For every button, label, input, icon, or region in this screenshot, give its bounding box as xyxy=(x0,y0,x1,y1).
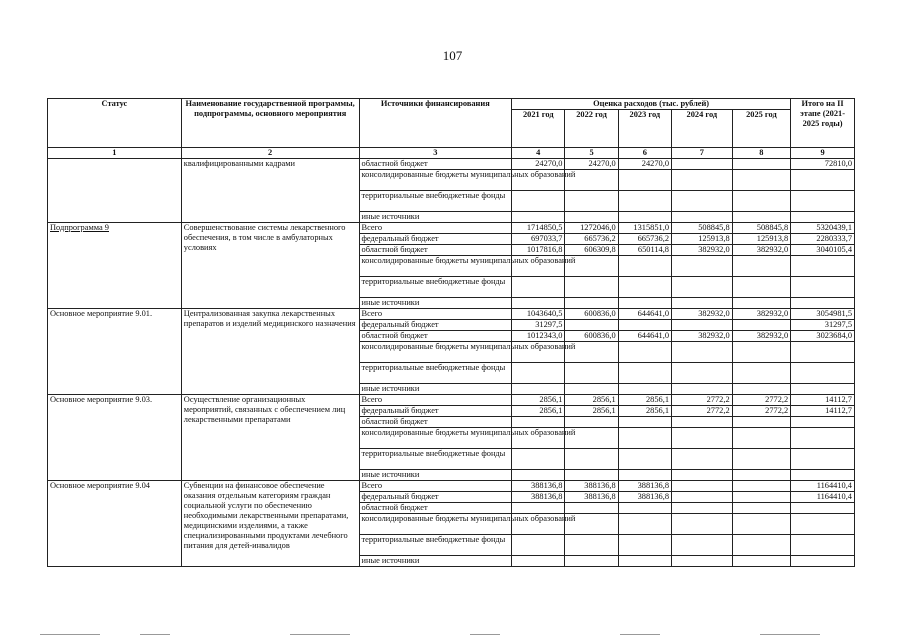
row-total-value xyxy=(791,363,855,384)
header-year-2021: 2021 год xyxy=(512,110,565,148)
row-total-value xyxy=(791,191,855,212)
row-year-value xyxy=(565,320,618,331)
row-year-value: 2856,1 xyxy=(565,406,618,417)
row-year-value xyxy=(565,417,618,428)
header-year-2024: 2024 год xyxy=(672,110,733,148)
row-year-value xyxy=(732,449,791,470)
header-year-2025: 2025 год xyxy=(732,110,791,148)
row-total-value xyxy=(791,298,855,309)
row-funding-source: консолидированные бюджеты муниципальных образований xyxy=(359,428,512,449)
row-year-value xyxy=(672,170,733,191)
row-year-value xyxy=(618,503,671,514)
row-total-value: 5320439,1 xyxy=(791,223,855,234)
row-year-value: 650114,8 xyxy=(618,245,671,256)
row-year-value xyxy=(565,298,618,309)
row-funding-source: иные источники xyxy=(359,212,512,223)
row-year-value xyxy=(618,556,671,567)
row-funding-source: федеральный бюджет xyxy=(359,320,512,331)
row-year-value xyxy=(618,514,671,535)
row-year-value: 1043640,5 xyxy=(512,309,565,320)
row-year-value: 665736,2 xyxy=(565,234,618,245)
table-row xyxy=(48,481,855,492)
row-year-value: 644641,0 xyxy=(618,331,671,342)
row-year-value xyxy=(732,556,791,567)
row-year-value xyxy=(732,363,791,384)
row-year-value xyxy=(672,492,733,503)
table-row xyxy=(48,309,855,320)
row-total-value: 14112,7 xyxy=(791,395,855,406)
row-year-value xyxy=(732,417,791,428)
row-funding-source: консолидированные бюджеты муниципальных образований xyxy=(359,256,512,277)
row-status: Основное мероприятие 9.04 xyxy=(48,481,182,567)
column-number: 7 xyxy=(672,148,733,159)
row-funding-source: консолидированные бюджеты муниципальных образований xyxy=(359,514,512,535)
row-year-value xyxy=(732,481,791,492)
row-year-value: 388136,8 xyxy=(565,492,618,503)
row-total-value xyxy=(791,212,855,223)
column-number: 6 xyxy=(618,148,671,159)
row-year-value xyxy=(512,449,565,470)
row-total-value xyxy=(791,342,855,363)
row-program-name: Централизованная закупка лекарственных препаратов и изделий медицинского назначения xyxy=(181,309,359,395)
row-year-value xyxy=(512,535,565,556)
row-year-value xyxy=(732,159,791,170)
row-total-value xyxy=(791,384,855,395)
column-number: 9 xyxy=(791,148,855,159)
row-year-value xyxy=(618,535,671,556)
table-body xyxy=(48,159,855,567)
header-estimate: Оценка расходов (тыс. рублей) xyxy=(512,99,791,110)
row-year-value: 31297,5 xyxy=(512,320,565,331)
row-year-value xyxy=(565,384,618,395)
row-year-value xyxy=(672,503,733,514)
row-year-value xyxy=(512,277,565,298)
row-year-value: 2772,2 xyxy=(672,395,733,406)
row-year-value: 2772,2 xyxy=(672,406,733,417)
row-funding-source: консолидированные бюджеты муниципальных образований xyxy=(359,170,512,191)
row-year-value: 2856,1 xyxy=(618,406,671,417)
row-funding-source: территориальные внебюджетные фонды xyxy=(359,535,512,556)
row-status xyxy=(48,159,182,223)
row-year-value xyxy=(732,428,791,449)
row-year-value xyxy=(732,384,791,395)
row-year-value xyxy=(672,417,733,428)
row-year-value: 600836,0 xyxy=(565,309,618,320)
row-total-value: 3054981,5 xyxy=(791,309,855,320)
row-year-value: 606309,8 xyxy=(565,245,618,256)
row-year-value xyxy=(565,470,618,481)
row-year-value xyxy=(618,277,671,298)
budget-table xyxy=(47,98,855,567)
row-total-value xyxy=(791,503,855,514)
row-year-value: 600836,0 xyxy=(565,331,618,342)
row-year-value xyxy=(512,212,565,223)
row-year-value: 508845,8 xyxy=(672,223,733,234)
row-funding-source: территориальные внебюджетные фонды xyxy=(359,449,512,470)
row-total-value: 31297,5 xyxy=(791,320,855,331)
row-funding-source: иные источники xyxy=(359,556,512,567)
row-total-value xyxy=(791,417,855,428)
row-year-value xyxy=(618,449,671,470)
row-funding-source: территориальные внебюджетные фонды xyxy=(359,277,512,298)
row-year-value: 388136,8 xyxy=(565,481,618,492)
row-year-value xyxy=(672,159,733,170)
row-total-value xyxy=(791,170,855,191)
row-year-value xyxy=(732,320,791,331)
row-total-value: 2280333,7 xyxy=(791,234,855,245)
row-year-value: 1315851,0 xyxy=(618,223,671,234)
row-year-value xyxy=(732,470,791,481)
column-numbers-row xyxy=(48,148,855,159)
row-program-name: Осуществление организационных мероприятий, связанных с обеспечением лиц лекарственными препаратами xyxy=(181,395,359,481)
row-total-value: 1164410,4 xyxy=(791,481,855,492)
row-year-value xyxy=(732,492,791,503)
row-year-value xyxy=(512,470,565,481)
row-year-value xyxy=(672,277,733,298)
row-year-value xyxy=(672,256,733,277)
row-year-value: 2856,1 xyxy=(565,395,618,406)
row-year-value xyxy=(672,363,733,384)
column-number: 8 xyxy=(732,148,791,159)
row-year-value: 2856,1 xyxy=(618,395,671,406)
row-funding-source: территориальные внебюджетные фонды xyxy=(359,191,512,212)
row-year-value xyxy=(618,256,671,277)
row-year-value: 382932,0 xyxy=(672,309,733,320)
row-year-value: 2772,2 xyxy=(732,406,791,417)
row-year-value xyxy=(732,191,791,212)
row-year-value xyxy=(672,298,733,309)
row-year-value xyxy=(512,503,565,514)
row-total-value xyxy=(791,428,855,449)
row-year-value xyxy=(672,342,733,363)
row-year-value xyxy=(565,277,618,298)
row-year-value: 508845,8 xyxy=(732,223,791,234)
row-total-value xyxy=(791,256,855,277)
row-year-value xyxy=(565,556,618,567)
row-year-value xyxy=(732,503,791,514)
row-funding-source: иные источники xyxy=(359,384,512,395)
row-funding-source: областной бюджет xyxy=(359,245,512,256)
row-year-value xyxy=(618,191,671,212)
row-total-value xyxy=(791,514,855,535)
row-year-value xyxy=(672,535,733,556)
row-funding-source: Всего xyxy=(359,395,512,406)
row-year-value: 2856,1 xyxy=(512,395,565,406)
header-total: Итого на II этапе (2021-2025 годы) xyxy=(791,99,855,148)
row-year-value xyxy=(732,212,791,223)
row-year-value xyxy=(618,170,671,191)
table-row xyxy=(48,395,855,406)
row-year-value xyxy=(672,481,733,492)
column-number: 1 xyxy=(48,148,182,159)
row-funding-source: областной бюджет xyxy=(359,159,512,170)
row-total-value: 72810,0 xyxy=(791,159,855,170)
row-year-value: 644641,0 xyxy=(618,309,671,320)
row-year-value: 382932,0 xyxy=(732,309,791,320)
table-row xyxy=(48,159,855,170)
page-footer-rules xyxy=(0,630,905,640)
row-total-value: 1164410,4 xyxy=(791,492,855,503)
row-year-value: 1272046,0 xyxy=(565,223,618,234)
row-year-value: 2856,1 xyxy=(512,406,565,417)
row-funding-source: Всего xyxy=(359,481,512,492)
row-year-value: 388136,8 xyxy=(512,492,565,503)
row-year-value: 24270,0 xyxy=(512,159,565,170)
column-number: 2 xyxy=(181,148,359,159)
row-year-value xyxy=(732,342,791,363)
row-year-value xyxy=(618,384,671,395)
page-number: 107 xyxy=(442,48,463,63)
row-year-value xyxy=(565,449,618,470)
row-year-value xyxy=(732,256,791,277)
row-year-value xyxy=(732,170,791,191)
column-number: 4 xyxy=(512,148,565,159)
row-year-value xyxy=(732,298,791,309)
row-year-value: 388136,8 xyxy=(512,481,565,492)
row-year-value xyxy=(672,384,733,395)
row-year-value: 382932,0 xyxy=(672,245,733,256)
row-year-value: 697033,7 xyxy=(512,234,565,245)
row-status: Подпрограмма 9 xyxy=(48,223,182,309)
header-sources: Источники финансирования xyxy=(359,99,512,148)
row-funding-source: Всего xyxy=(359,223,512,234)
row-year-value: 388136,8 xyxy=(618,492,671,503)
row-year-value: 1714850,5 xyxy=(512,223,565,234)
row-program-name: квалифицированными кадрами xyxy=(181,159,359,223)
header-name: Наименование государственной программы, подпрограммы, основного мероприятия xyxy=(181,99,359,148)
header-status: Статус xyxy=(48,99,182,148)
row-program-name: Совершенствование системы лекарственного обеспечения, в том числе в амбулаторных условиях xyxy=(181,223,359,309)
header-year-2022: 2022 год xyxy=(565,110,618,148)
row-year-value xyxy=(512,298,565,309)
row-year-value xyxy=(672,212,733,223)
column-number: 3 xyxy=(359,148,512,159)
row-funding-source: федеральный бюджет xyxy=(359,492,512,503)
row-funding-source: консолидированные бюджеты муниципальных образований xyxy=(359,342,512,363)
row-total-value xyxy=(791,277,855,298)
row-year-value xyxy=(672,556,733,567)
row-year-value xyxy=(672,320,733,331)
row-year-value xyxy=(618,320,671,331)
row-status: Основное мероприятие 9.01. xyxy=(48,309,182,395)
row-year-value: 382932,0 xyxy=(672,331,733,342)
row-year-value xyxy=(618,342,671,363)
row-year-value xyxy=(512,417,565,428)
row-year-value: 24270,0 xyxy=(565,159,618,170)
row-year-value xyxy=(732,514,791,535)
row-year-value: 382932,0 xyxy=(732,245,791,256)
row-year-value: 382932,0 xyxy=(732,331,791,342)
row-year-value xyxy=(672,470,733,481)
row-total-value xyxy=(791,556,855,567)
row-year-value: 2772,2 xyxy=(732,395,791,406)
table-row xyxy=(48,223,855,234)
row-year-value xyxy=(512,363,565,384)
row-total-value: 3040105,4 xyxy=(791,245,855,256)
row-year-value: 125913,8 xyxy=(672,234,733,245)
row-year-value xyxy=(565,212,618,223)
header-year-2023: 2023 год xyxy=(618,110,671,148)
row-year-value xyxy=(618,428,671,449)
row-year-value xyxy=(618,470,671,481)
row-year-value xyxy=(618,298,671,309)
row-year-value xyxy=(732,277,791,298)
row-status: Основное мероприятие 9.03. xyxy=(48,395,182,481)
row-year-value xyxy=(565,503,618,514)
row-year-value xyxy=(565,535,618,556)
row-funding-source: областной бюджет xyxy=(359,503,512,514)
row-year-value xyxy=(512,384,565,395)
row-funding-source: федеральный бюджет xyxy=(359,406,512,417)
row-program-name: Субвенции на финансовое обеспечение оказания отдельным категориям граждан социальной услуги по обеспечению необходимыми лекарственными препаратами, медицинскими изделиями, а также специализированными продуктами лечебного питания для детей-инвалидов xyxy=(181,481,359,567)
row-year-value xyxy=(672,514,733,535)
row-year-value: 24270,0 xyxy=(618,159,671,170)
row-year-value: 1012343,0 xyxy=(512,331,565,342)
row-year-value xyxy=(618,363,671,384)
row-year-value xyxy=(672,191,733,212)
row-total-value xyxy=(791,470,855,481)
row-funding-source: иные источники xyxy=(359,470,512,481)
row-total-value: 14112,7 xyxy=(791,406,855,417)
row-funding-source: федеральный бюджет xyxy=(359,234,512,245)
row-funding-source: территориальные внебюджетные фонды xyxy=(359,363,512,384)
row-year-value xyxy=(672,449,733,470)
row-funding-source: Всего xyxy=(359,309,512,320)
row-year-value xyxy=(618,212,671,223)
column-number: 5 xyxy=(565,148,618,159)
row-total-value: 3023684,0 xyxy=(791,331,855,342)
row-year-value xyxy=(565,191,618,212)
row-funding-source: областной бюджет xyxy=(359,331,512,342)
row-total-value xyxy=(791,535,855,556)
row-year-value xyxy=(732,535,791,556)
row-year-value: 388136,8 xyxy=(618,481,671,492)
row-year-value: 125913,8 xyxy=(732,234,791,245)
row-year-value xyxy=(512,191,565,212)
row-year-value xyxy=(565,363,618,384)
row-year-value xyxy=(512,556,565,567)
row-year-value: 1017816,8 xyxy=(512,245,565,256)
row-year-value xyxy=(618,417,671,428)
row-funding-source: областной бюджет xyxy=(359,417,512,428)
row-year-value: 665736,2 xyxy=(618,234,671,245)
row-total-value xyxy=(791,449,855,470)
row-year-value xyxy=(672,428,733,449)
row-funding-source: иные источники xyxy=(359,298,512,309)
